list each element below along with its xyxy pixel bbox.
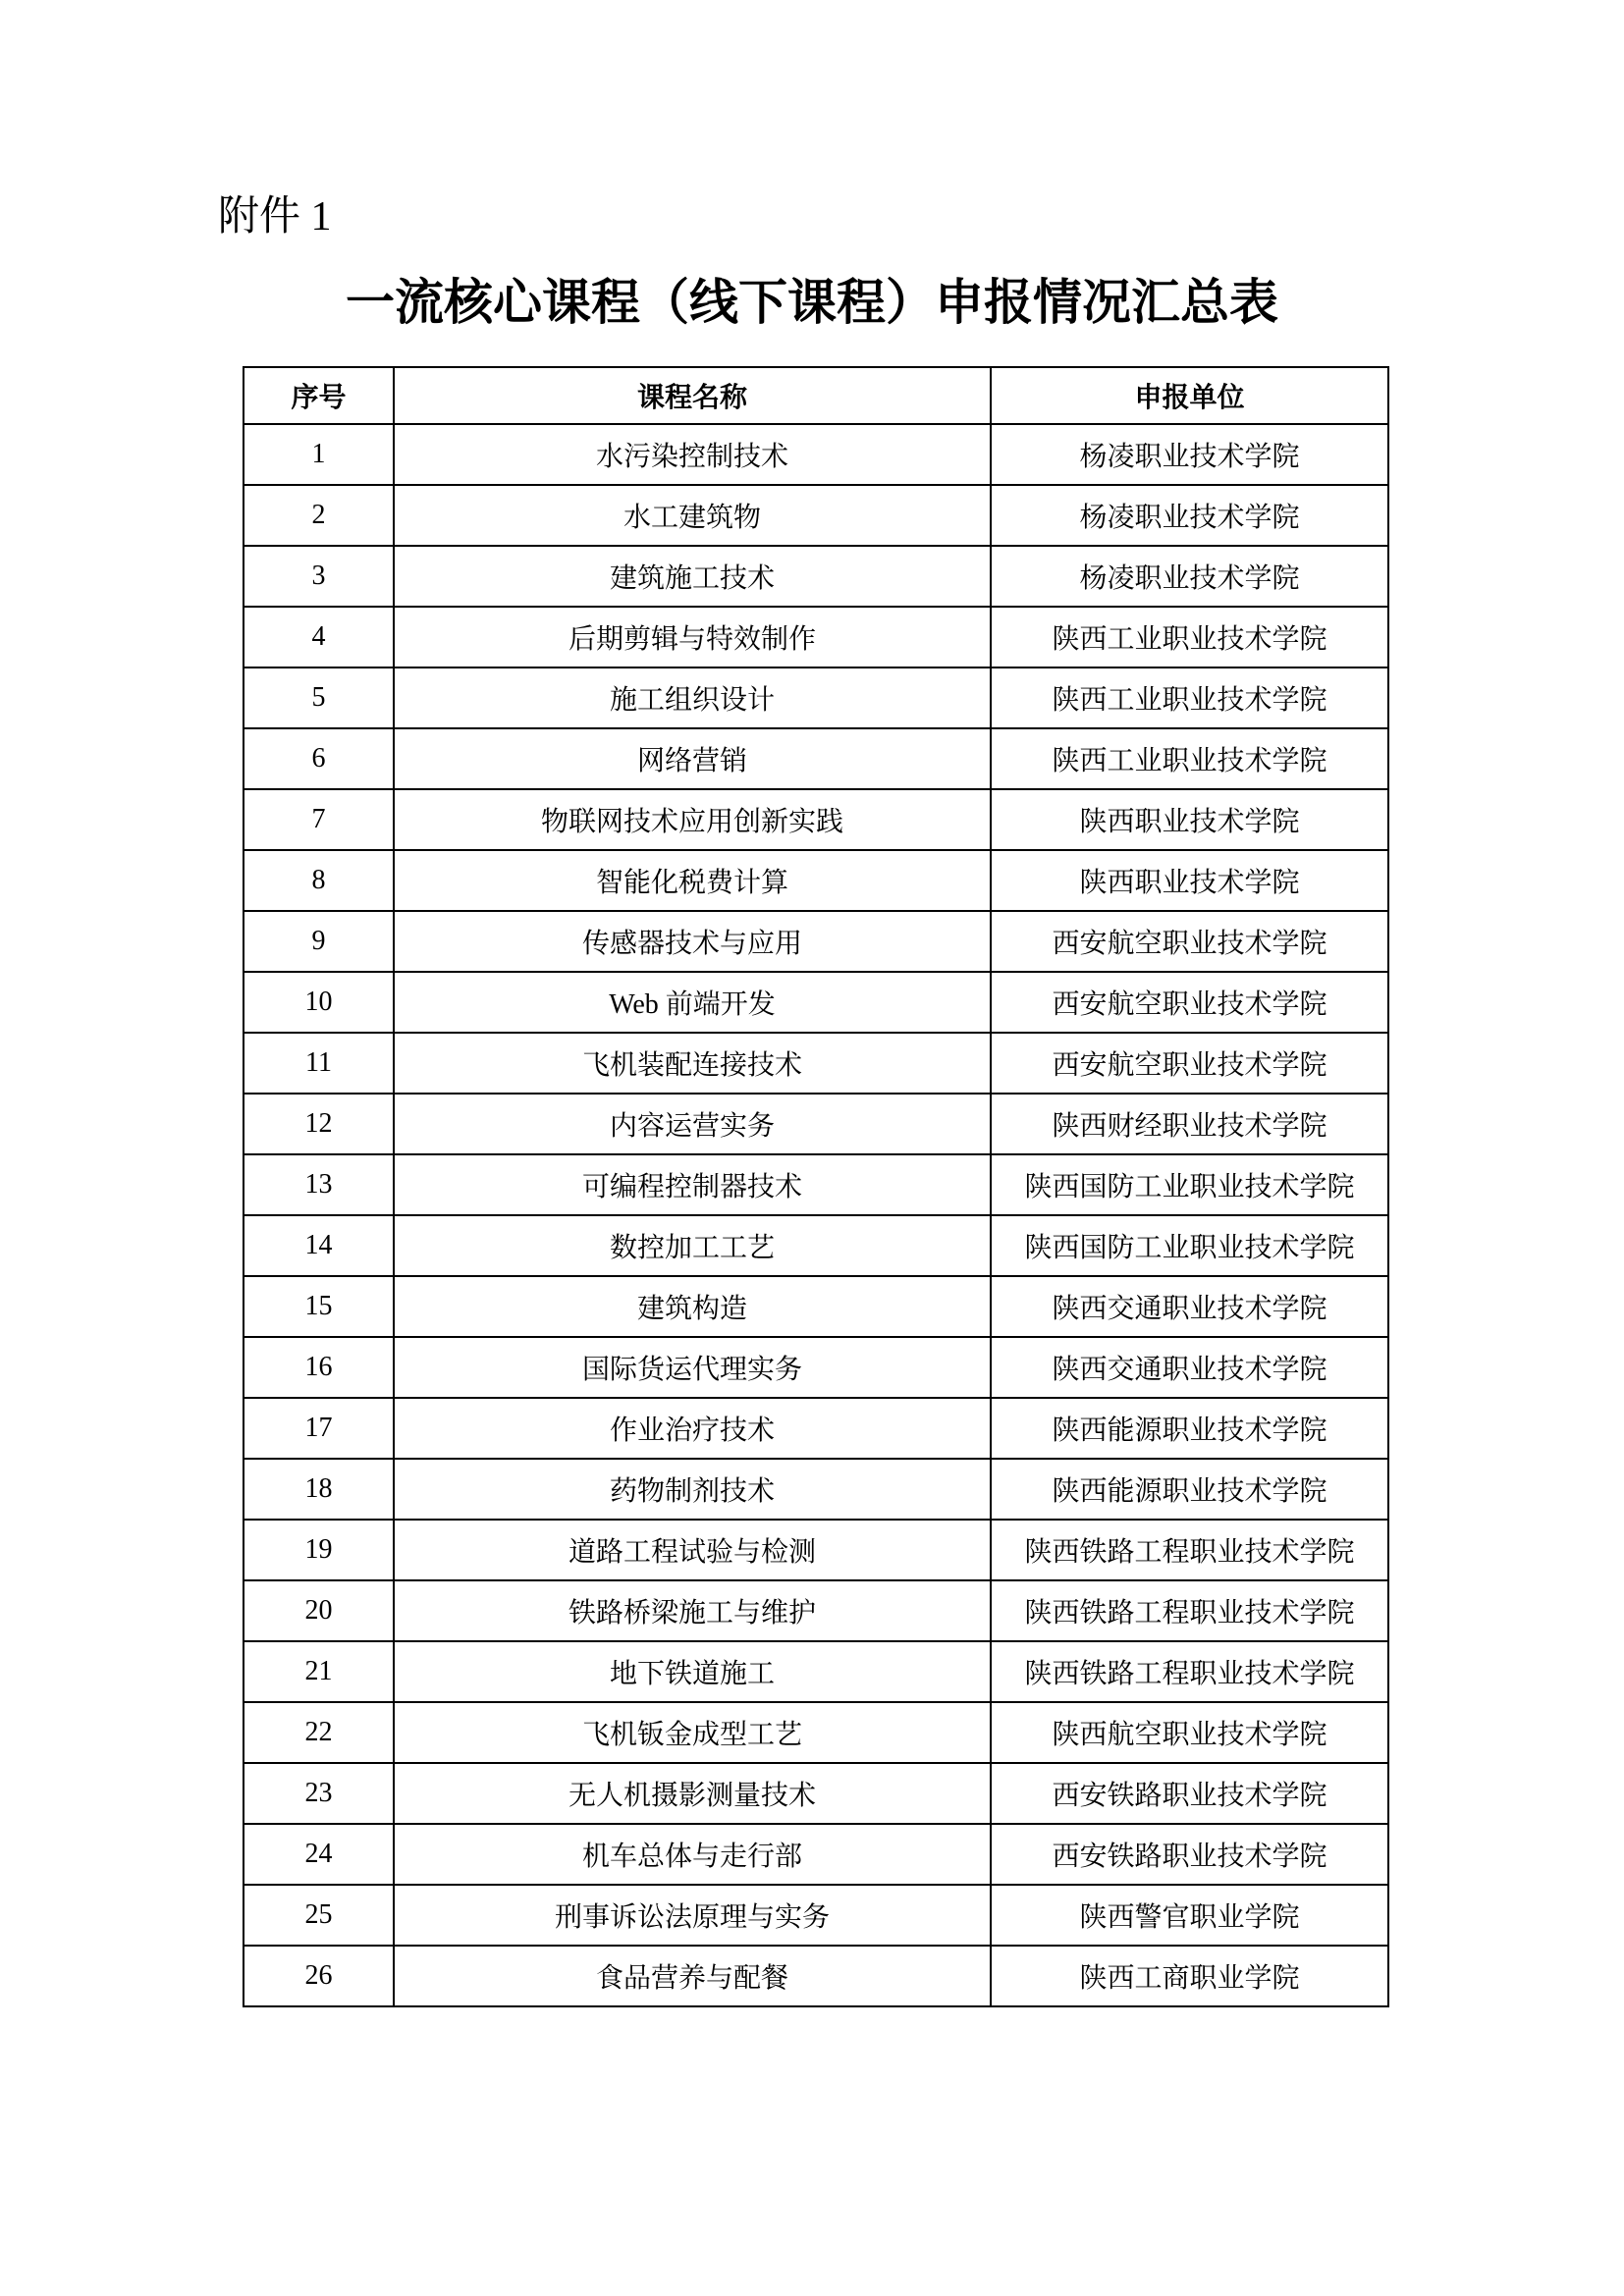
attachment-label: 附件 1 bbox=[218, 194, 332, 240]
row-number-cell: 21 bbox=[244, 1641, 394, 1702]
applying-unit-cell: 西安航空职业技术学院 bbox=[991, 911, 1388, 972]
header-cell-number: 序号 bbox=[244, 367, 394, 424]
row-number-cell: 11 bbox=[244, 1033, 394, 1094]
applying-unit-cell: 西安航空职业技术学院 bbox=[991, 972, 1388, 1033]
applying-unit-cell: 陕西国防工业职业技术学院 bbox=[991, 1215, 1388, 1276]
applying-unit-cell: 陕西铁路工程职业技术学院 bbox=[991, 1580, 1388, 1641]
applying-unit-cell: 陕西航空职业技术学院 bbox=[991, 1702, 1388, 1763]
table-row bbox=[244, 1702, 1388, 1763]
course-name-cell: Web 前端开发 bbox=[394, 972, 991, 1033]
course-name-cell: 机车总体与走行部 bbox=[394, 1824, 991, 1885]
applying-unit-cell: 陕西职业技术学院 bbox=[991, 850, 1388, 911]
table-row bbox=[244, 728, 1388, 789]
row-number-cell: 2 bbox=[244, 485, 394, 546]
row-number-cell: 15 bbox=[244, 1276, 394, 1337]
row-number-cell: 23 bbox=[244, 1763, 394, 1824]
course-name-cell: 建筑施工技术 bbox=[394, 546, 991, 607]
row-number-cell: 26 bbox=[244, 1946, 394, 2006]
table-row bbox=[244, 1580, 1388, 1641]
course-name-cell: 物联网技术应用创新实践 bbox=[394, 789, 991, 850]
course-name-cell: 传感器技术与应用 bbox=[394, 911, 991, 972]
page-title: 一流核心课程（线下课程）申报情况汇总表 bbox=[346, 275, 1278, 330]
table-row bbox=[244, 1094, 1388, 1154]
course-name-cell: 可编程控制器技术 bbox=[394, 1154, 991, 1215]
table-row bbox=[244, 1337, 1388, 1398]
applying-unit-cell: 陕西铁路工程职业技术学院 bbox=[991, 1520, 1388, 1580]
row-number-cell: 4 bbox=[244, 607, 394, 667]
course-name-cell: 飞机装配连接技术 bbox=[394, 1033, 991, 1094]
course-name-cell: 道路工程试验与检测 bbox=[394, 1520, 991, 1580]
course-name-cell: 水工建筑物 bbox=[394, 485, 991, 546]
course-name-cell: 施工组织设计 bbox=[394, 667, 991, 728]
table-row bbox=[244, 1885, 1388, 1946]
applying-unit-cell: 陕西工商职业学院 bbox=[991, 1946, 1388, 2006]
table-row bbox=[244, 1641, 1388, 1702]
applying-unit-cell: 西安铁路职业技术学院 bbox=[991, 1763, 1388, 1824]
row-number-cell: 6 bbox=[244, 728, 394, 789]
applying-unit-cell: 杨凌职业技术学院 bbox=[991, 546, 1388, 607]
row-number-cell: 3 bbox=[244, 546, 394, 607]
applying-unit-cell: 陕西职业技术学院 bbox=[991, 789, 1388, 850]
table-row bbox=[244, 485, 1388, 546]
table-body bbox=[244, 424, 1388, 2006]
row-number-cell: 5 bbox=[244, 667, 394, 728]
applying-unit-cell: 陕西能源职业技术学院 bbox=[991, 1459, 1388, 1520]
applying-unit-cell: 陕西工业职业技术学院 bbox=[991, 728, 1388, 789]
table-row bbox=[244, 789, 1388, 850]
course-name-cell: 飞机钣金成型工艺 bbox=[394, 1702, 991, 1763]
applying-unit-cell: 陕西能源职业技术学院 bbox=[991, 1398, 1388, 1459]
table-row bbox=[244, 1154, 1388, 1215]
applying-unit-cell: 杨凌职业技术学院 bbox=[991, 485, 1388, 546]
applying-unit-cell: 陕西铁路工程职业技术学院 bbox=[991, 1641, 1388, 1702]
course-summary-table bbox=[243, 366, 1389, 2007]
table-row bbox=[244, 972, 1388, 1033]
table-row bbox=[244, 546, 1388, 607]
course-name-cell: 食品营养与配餐 bbox=[394, 1946, 991, 2006]
course-name-cell: 药物制剂技术 bbox=[394, 1459, 991, 1520]
applying-unit-cell: 陕西交通职业技术学院 bbox=[991, 1276, 1388, 1337]
table-row bbox=[244, 1276, 1388, 1337]
table-row bbox=[244, 1763, 1388, 1824]
course-name-cell: 数控加工工艺 bbox=[394, 1215, 991, 1276]
table-row bbox=[244, 1033, 1388, 1094]
course-name-cell: 后期剪辑与特效制作 bbox=[394, 607, 991, 667]
course-name-cell: 水污染控制技术 bbox=[394, 424, 991, 485]
course-name-cell: 无人机摄影测量技术 bbox=[394, 1763, 991, 1824]
row-number-cell: 7 bbox=[244, 789, 394, 850]
applying-unit-cell: 杨凌职业技术学院 bbox=[991, 424, 1388, 485]
header-cell-applying-unit: 申报单位 bbox=[991, 367, 1388, 424]
course-name-cell: 铁路桥梁施工与维护 bbox=[394, 1580, 991, 1641]
row-number-cell: 18 bbox=[244, 1459, 394, 1520]
table-row bbox=[244, 424, 1388, 485]
table-row bbox=[244, 1946, 1388, 2006]
table-row bbox=[244, 1459, 1388, 1520]
row-number-cell: 14 bbox=[244, 1215, 394, 1276]
applying-unit-cell: 陕西警官职业学院 bbox=[991, 1885, 1388, 1946]
row-number-cell: 8 bbox=[244, 850, 394, 911]
table-row bbox=[244, 667, 1388, 728]
course-name-cell: 建筑构造 bbox=[394, 1276, 991, 1337]
applying-unit-cell: 陕西交通职业技术学院 bbox=[991, 1337, 1388, 1398]
table-row bbox=[244, 911, 1388, 972]
course-name-cell: 内容运营实务 bbox=[394, 1094, 991, 1154]
course-name-cell: 国际货运代理实务 bbox=[394, 1337, 991, 1398]
table-row bbox=[244, 1520, 1388, 1580]
course-name-cell: 网络营销 bbox=[394, 728, 991, 789]
row-number-cell: 10 bbox=[244, 972, 394, 1033]
row-number-cell: 13 bbox=[244, 1154, 394, 1215]
row-number-cell: 25 bbox=[244, 1885, 394, 1946]
applying-unit-cell: 西安铁路职业技术学院 bbox=[991, 1824, 1388, 1885]
course-name-cell: 刑事诉讼法原理与实务 bbox=[394, 1885, 991, 1946]
row-number-cell: 24 bbox=[244, 1824, 394, 1885]
row-number-cell: 12 bbox=[244, 1094, 394, 1154]
row-number-cell: 20 bbox=[244, 1580, 394, 1641]
row-number-cell: 22 bbox=[244, 1702, 394, 1763]
applying-unit-cell: 西安航空职业技术学院 bbox=[991, 1033, 1388, 1094]
table-header-row bbox=[244, 367, 1388, 424]
course-name-cell: 作业治疗技术 bbox=[394, 1398, 991, 1459]
applying-unit-cell: 陕西工业职业技术学院 bbox=[991, 607, 1388, 667]
row-number-cell: 19 bbox=[244, 1520, 394, 1580]
table-row bbox=[244, 607, 1388, 667]
header-cell-course-name: 课程名称 bbox=[394, 367, 991, 424]
row-number-cell: 17 bbox=[244, 1398, 394, 1459]
applying-unit-cell: 陕西工业职业技术学院 bbox=[991, 667, 1388, 728]
course-name-cell: 智能化税费计算 bbox=[394, 850, 991, 911]
row-number-cell: 9 bbox=[244, 911, 394, 972]
table-row bbox=[244, 1398, 1388, 1459]
row-number-cell: 16 bbox=[244, 1337, 394, 1398]
applying-unit-cell: 陕西财经职业技术学院 bbox=[991, 1094, 1388, 1154]
applying-unit-cell: 陕西国防工业职业技术学院 bbox=[991, 1154, 1388, 1215]
table-row bbox=[244, 1824, 1388, 1885]
course-name-cell: 地下铁道施工 bbox=[394, 1641, 991, 1702]
row-number-cell: 1 bbox=[244, 424, 394, 485]
table-row bbox=[244, 1215, 1388, 1276]
table-row bbox=[244, 850, 1388, 911]
